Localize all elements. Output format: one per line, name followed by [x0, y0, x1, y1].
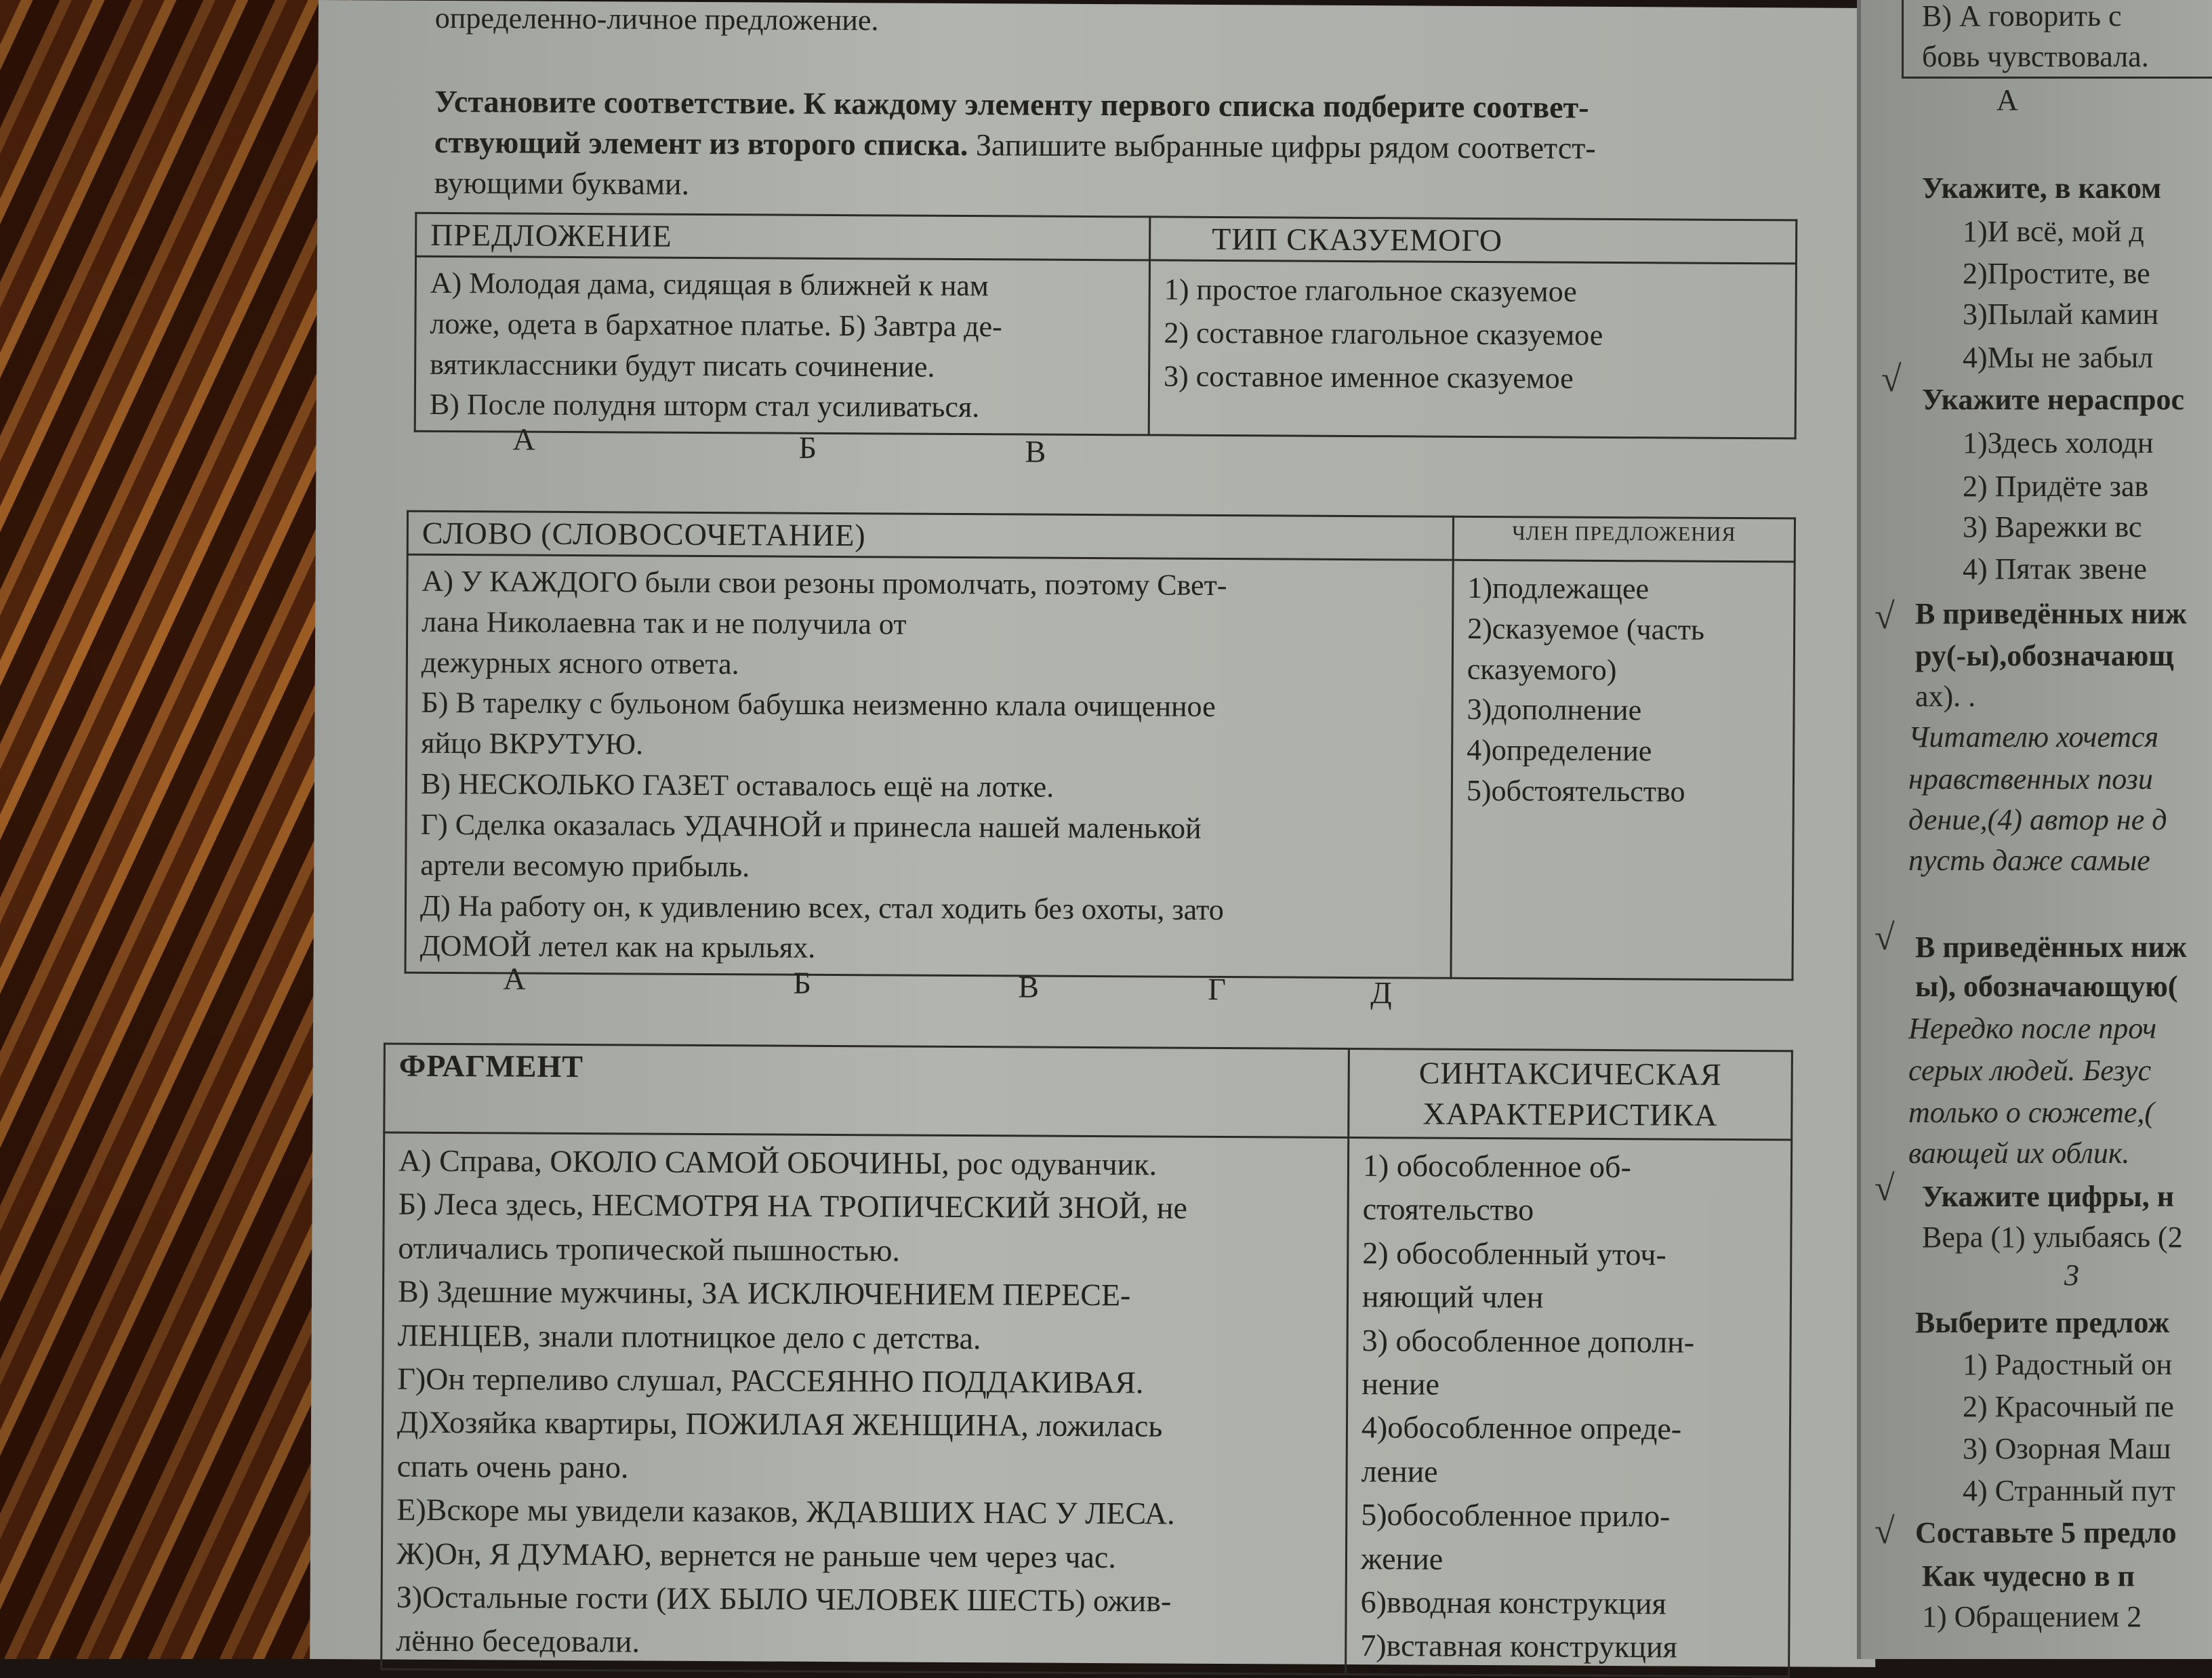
- side-line: 3)Пылай камин: [1963, 298, 2159, 331]
- side-line: дение,(4) автор не д: [1908, 803, 2167, 836]
- task2-right-line: 2)сказуемое (часть: [1467, 611, 1705, 647]
- task3-table: [380, 1043, 1793, 1678]
- task3-right-line: 7)вставная конструкция: [1360, 1628, 1677, 1664]
- task3-right-line: 5)обособленное прило-: [1361, 1497, 1671, 1534]
- instruction-line-2-bold: ствующий элемент из второго списка.: [434, 124, 968, 163]
- task2-right-line: 1)подлежащее: [1467, 571, 1650, 606]
- side-line: вающей их облик.: [1908, 1137, 2130, 1170]
- task1-col2-header: ТИП СКАЗУЕМОГО: [1150, 217, 1797, 264]
- task2-left-line: Б) В тарелку с бульоном бабушка неизменно клала очищенное: [421, 686, 1216, 724]
- task2-answer-letter-g: Г: [1208, 971, 1227, 1007]
- side-line: 3) Озорная Маш: [1963, 1432, 2171, 1465]
- adjacent-page: [1857, 0, 2212, 1659]
- task1-answer-letter-v: В: [1025, 434, 1046, 469]
- task2-table: [404, 510, 1796, 981]
- side-line: Вера (1) улыбаясь (2: [1922, 1221, 2183, 1254]
- checkmark: √: [1875, 1168, 1895, 1208]
- instruction-line-3: вующими буквами.: [434, 165, 690, 201]
- side-line: 3: [2064, 1258, 2079, 1292]
- task3-col1-header: ФРАГМЕНТ: [384, 1044, 1349, 1137]
- task2-left-line: Г) Сделка оказалась УДАЧНОЙ и принесла нашей маленькой: [420, 807, 1202, 845]
- task2-right-line: 5)обстоятельство: [1466, 774, 1685, 809]
- task3-right-line: нение: [1361, 1366, 1440, 1401]
- task2-answer-letter-b: Б: [793, 965, 811, 1000]
- task3-left-line: Ж)Он, Я ДУМАЮ, вернется не раньше чем через час.: [396, 1536, 1116, 1574]
- side-line: серых людей. Безус: [1908, 1054, 2152, 1087]
- task1-sentences-cell: [415, 256, 1149, 435]
- task2-answer-letter-d: Д: [1370, 975, 1392, 1010]
- task3-right-line: 3) обособленное дополн-: [1361, 1322, 1695, 1359]
- side-line: 3) Варежки вс: [1963, 510, 2142, 544]
- side-line: пусть даже самые: [1908, 844, 2150, 877]
- side-line: 4)Мы не забыл: [1963, 341, 2154, 374]
- side-line: 1) Обращением 2: [1922, 1600, 2142, 1633]
- task1-col1-header: ПРЕДЛОЖЕНИЕ: [416, 213, 1150, 260]
- task2-left-line: ДОМОЙ летел как на крыльях.: [419, 929, 816, 965]
- side-line: Укажите нераспрос: [1922, 383, 2184, 416]
- side-line: В приведённых ниж: [1915, 930, 2187, 964]
- task2-right-line: 3)дополнение: [1467, 693, 1642, 727]
- task1-right-line: 3) составное именное сказуемое: [1163, 359, 1574, 395]
- task3-left-line: А) Справа, ОКОЛО САМОЙ ОБОЧИНЫ, рос одуванчик.: [398, 1143, 1158, 1182]
- side-line: только о сюжете,(: [1908, 1096, 2155, 1129]
- task2-answer-letter-a: А: [503, 961, 526, 996]
- task2-left-line: Д) На работу он, к удивлению всех, стал ходить без охоты, зато: [419, 888, 1224, 926]
- top-line: определенно-личное предложение.: [434, 1, 879, 37]
- task1-left-line: вятиклассники будут писать сочинение.: [430, 347, 935, 384]
- side-line: 4) Странный пут: [1963, 1474, 2175, 1507]
- checkmark: √: [1875, 1511, 1895, 1551]
- task3-left-line: лённо беседовали.: [396, 1622, 640, 1659]
- fabric-background: [0, 0, 352, 1659]
- task2-left-line: яйцо ВКРУТУЮ.: [421, 727, 644, 761]
- task3-right-line: жение: [1360, 1540, 1443, 1576]
- task3-left-line: ЛЕНЦЕВ, знали плотницкое дело с детства.: [397, 1317, 981, 1355]
- task3-right-line: 1) обособленное об-: [1362, 1148, 1632, 1185]
- task1-right-line: 1) простое глагольное сказуемое: [1164, 272, 1577, 308]
- task3-right-line: няющий член: [1361, 1279, 1544, 1315]
- instruction-line-2: [434, 125, 1596, 166]
- side-line: Выберите предлож: [1915, 1306, 2170, 1339]
- task2-left-line: лана Николаевна так и не получила от: [422, 605, 907, 641]
- task2-left-line: артели весомую прибыль.: [420, 848, 750, 884]
- task3-col2-header: [1349, 1048, 1793, 1139]
- task3-left-line: Е)Вскоре мы увидели казаков, ЖДАВШИХ НАС У ЛЕСА.: [396, 1492, 1175, 1531]
- side-line: 4) Пятак звене: [1963, 552, 2147, 586]
- task1-types-cell: [1149, 260, 1796, 438]
- task3-right-line: 4)обособленное опреде-: [1361, 1410, 1682, 1446]
- side-line: Укажите, в каком: [1922, 171, 2162, 205]
- task1-left-line: ложе, одета в бархатное платье. Б) Завтра де-: [430, 306, 1002, 344]
- side-line: 2) Придёте зав: [1963, 470, 2149, 503]
- worksheet-page: [310, 0, 1884, 1667]
- task3-left-line: В) Здешние мужчины, ЗА ИСКЛЮЧЕНИЕМ ПЕРЕСЕ-: [397, 1273, 1131, 1313]
- side-line: нравственных пози: [1908, 762, 2153, 796]
- task2-members-cell: [1451, 560, 1795, 980]
- task3-left-line: Б) Леса здесь, НЕСМОТРЯ НА ТРОПИЧЕСКИЙ ЗНОЙ, не: [398, 1187, 1188, 1226]
- task1-table: [414, 212, 1798, 440]
- task3-fragments-cell: [382, 1132, 1349, 1674]
- task3-right-line: стоятельство: [1362, 1191, 1534, 1227]
- task3-left-line: З)Остальные гости (ИХ БЫЛО ЧЕЛОВЕК ШЕСТЬ) ожив-: [396, 1579, 1172, 1618]
- task3-left-line: отличались тропической пышностью.: [398, 1230, 901, 1268]
- task2-right-line: 4)определение: [1467, 733, 1652, 768]
- side-line: 1)И всё, мой д: [1963, 215, 2144, 248]
- task3-left-line: спать очень рано.: [396, 1448, 629, 1485]
- task1-right-line: 2) составное глагольное сказуемое: [1164, 316, 1603, 352]
- task3-right-line: 2) обособленный уточ-: [1362, 1235, 1666, 1272]
- side-line: Как чудесно в п: [1922, 1559, 2135, 1593]
- task3-characteristics-cell: [1346, 1137, 1792, 1676]
- task2-left-line: дежурных ясного ответа.: [421, 645, 739, 680]
- checkmark: √: [1875, 596, 1895, 636]
- side-line: 2)Простите, ве: [1963, 257, 2150, 290]
- side-line: 2) Красочный пе: [1963, 1390, 2174, 1423]
- side-line: ру(-ы),обозначающ: [1915, 639, 2174, 672]
- side-line: Нередко после проч: [1908, 1012, 2157, 1045]
- task3-right-line: 6)вводная конструкция: [1360, 1584, 1666, 1621]
- task2-right-line: сказуемого): [1467, 652, 1617, 687]
- side-line: ы), обозначающую(: [1915, 970, 2178, 1003]
- task2-left-line: В) НЕСКОЛЬКО ГАЗЕТ оставалось ещё на лотке.: [420, 766, 1054, 804]
- task2-left-line: А) У КАЖДОГО были свои резоны промолчать, поэтому Свет-: [422, 564, 1227, 602]
- task2-words-cell: [405, 554, 1453, 978]
- checkmark: √: [1881, 359, 1902, 399]
- side-line: Составьте 5 предло: [1915, 1516, 2177, 1549]
- task2-col1-header: СЛОВО (СЛОВОСОЧЕТАНИЕ): [407, 511, 1453, 560]
- side-line: бовь чувствовала.: [1922, 40, 2149, 73]
- side-line: Читателю хочется: [1908, 720, 2159, 754]
- task3-col2-header-line1: СИНТАКСИЧЕСКАЯ: [1418, 1055, 1722, 1092]
- instruction-line-2-rest: Запишите выбранные цифры рядом соответст-: [968, 127, 1596, 165]
- side-line: 1)Здесь холодн: [1963, 426, 2154, 459]
- task1-left-line: В) После полудня шторм стал усиливаться.: [429, 388, 980, 424]
- task1-answer-letter-a: А: [512, 422, 535, 457]
- task3-left-line: Г)Он терпеливо слушал, РАССЕЯННО ПОДДАКИВАЯ.: [397, 1361, 1144, 1400]
- task1-answer-letter-b: Б: [798, 430, 817, 465]
- side-line: Укажите цифры, н: [1922, 1180, 2175, 1213]
- side-line: 1) Радостный он: [1963, 1348, 2173, 1381]
- task2-answer-letter-v: В: [1018, 969, 1040, 1004]
- task3-col2-header-line2: ХАРАКТЕРИСТИКА: [1422, 1096, 1718, 1132]
- checkmark: √: [1875, 917, 1895, 958]
- task3-right-line: ление: [1361, 1453, 1438, 1489]
- side-line: В приведённых ниж: [1915, 597, 2187, 630]
- side-line: ах). .: [1915, 680, 1976, 713]
- side-line: А: [1996, 83, 2018, 117]
- side-line: В) А говорить с: [1922, 0, 2122, 33]
- task1-left-line: А) Молодая дама, сидящая в ближней к нам: [430, 266, 989, 303]
- task3-left-line: Д)Хозяйка квартиры, ПОЖИЛАЯ ЖЕНЩИНА, ложилась: [396, 1404, 1163, 1444]
- task2-col2-header: ЧЛЕН ПРЕДЛОЖЕНИЯ: [1453, 516, 1795, 562]
- instruction-line-1: Установите соответствие. К каждому элементу первого списка подберите соответ-: [434, 83, 1589, 125]
